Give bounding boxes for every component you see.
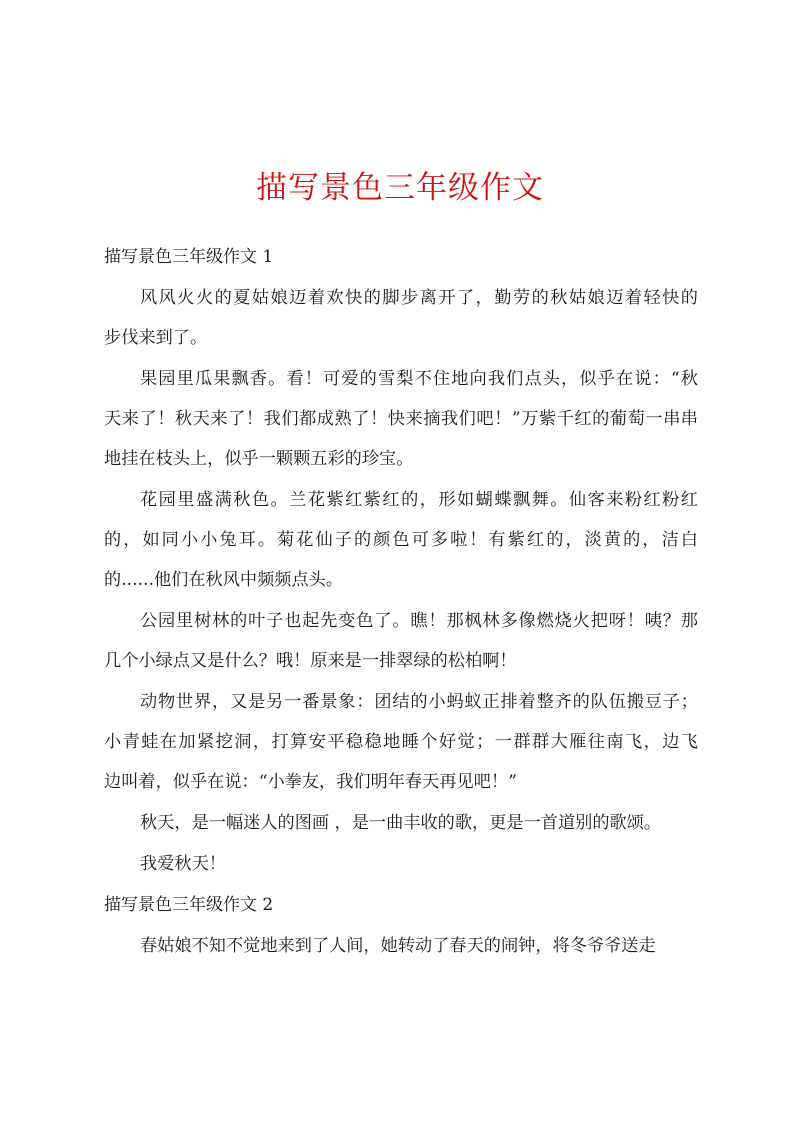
paragraph-line: 动物世界，又是另一番景象：团结的小蚂蚁正排着整齐的队伍搬豆子； <box>140 692 698 712</box>
paragraph <box>104 607 698 675</box>
paragraph <box>104 486 698 594</box>
paragraph-line: 地挂在枝头上，似乎一颗颗五彩的珍宝。 <box>104 449 414 469</box>
paragraph-line: 几个小绿点又是什么？哦！原来是一排翠绿的松柏啊！ <box>104 651 517 671</box>
paragraph-line: 天来了！秋天来了！我们都成熟了！快来摘我们吧！”万紫千红的葡萄一串串 <box>104 409 698 429</box>
paragraph-line: 的，如同小小兔耳。菊花仙子的颜色可多啦！有紫红的，淡黄的，洁白 <box>104 530 698 550</box>
paragraph-line: 秋天，是一幅迷人的图画 ，是一曲丰收的歌，更是一首道别的歌颂。 <box>140 813 662 833</box>
paragraph <box>104 284 698 352</box>
paragraph-line: 我爱秋天！ <box>140 854 226 874</box>
section-heading: 描写景色三年级作文 1 <box>104 247 274 267</box>
paragraph-line: 春姑娘不知不觉地来到了人间，她转动了春天的闹钟，将冬爷爷送走 <box>140 936 656 956</box>
paragraph-line: 花园里盛满秋色。兰花紫红紫红的，形如蝴蝶飘舞。仙客来粉红粉红 <box>140 490 698 510</box>
paragraph <box>104 809 698 837</box>
paragraph-line: 步伐来到了。 <box>104 328 208 348</box>
paragraph <box>104 932 698 960</box>
paragraph <box>104 365 698 473</box>
paragraph-line: 果园里瓜果飘香。看！可爱的雪梨不住地向我们点头，似乎在说：“秋 <box>140 369 698 389</box>
paragraph-line: 风风火火的夏姑娘迈着欢快的脚步离开了，勤劳的秋姑娘迈着轻快的 <box>140 288 698 308</box>
paragraph <box>104 850 698 878</box>
paragraph <box>104 688 698 796</box>
paragraph-line: 的......他们在秋风中频频点头。 <box>104 570 344 590</box>
paragraph-line: 公园里树林的叶子也起先变色了。瞧！那枫林多像燃烧火把呀！咦？那 <box>140 611 698 631</box>
document-title: 描写景色三年级作文 <box>256 170 544 206</box>
paragraph-line: 小青蛙在加紧挖洞，打算安平稳稳地睡个好觉；一群群大雁往南飞，边飞 <box>104 732 698 752</box>
document-body <box>104 243 698 973</box>
section-heading: 描写景色三年级作文 2 <box>104 895 274 915</box>
paragraph-line: 边叫着，似乎在说：“小拳友，我们明年春天再见吧！” <box>104 772 517 792</box>
